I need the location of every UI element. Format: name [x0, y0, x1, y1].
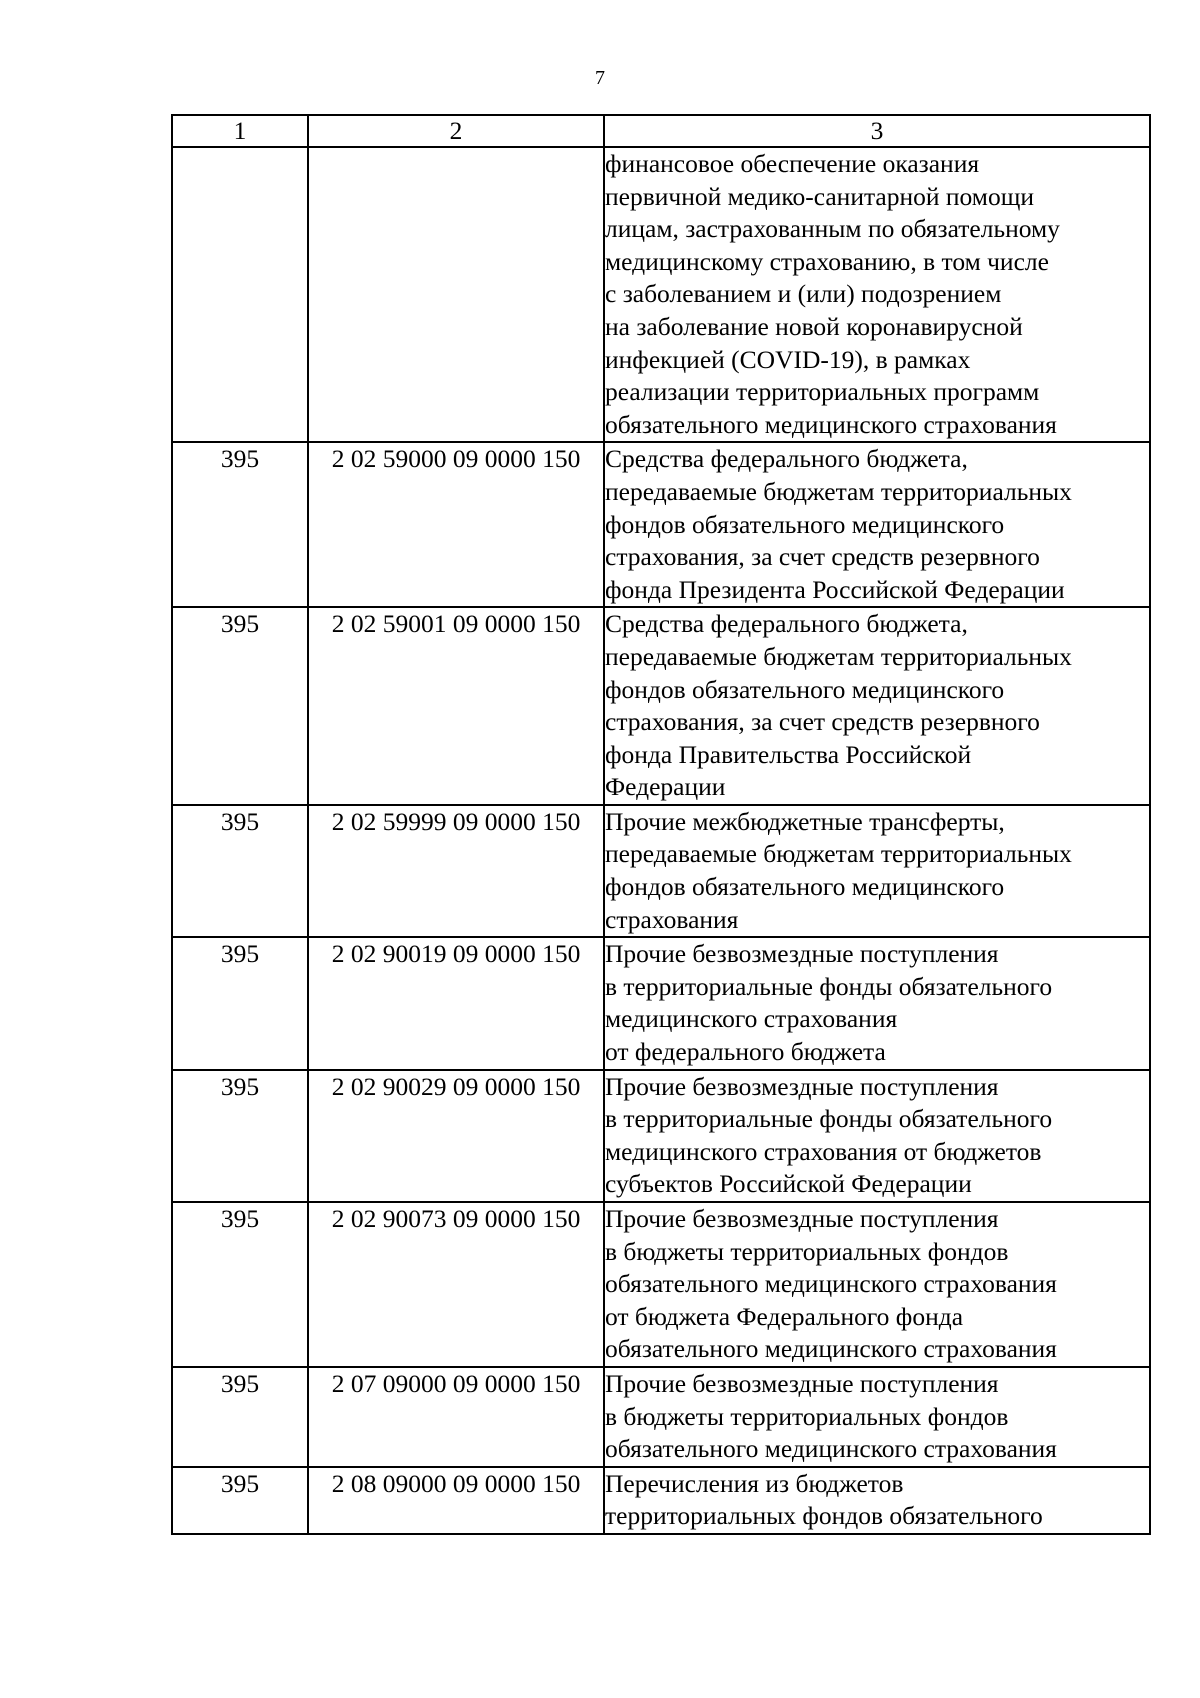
budget-classification-code-cell: 2 02 59000 09 0000 150: [308, 442, 604, 607]
description-line: обязательного медицинского страхования: [605, 409, 1057, 439]
column-header-3: 3: [604, 115, 1150, 147]
description-cell: [604, 147, 1150, 442]
description-line: на заболевание новой коронавирусной: [605, 311, 1023, 341]
admin-code-cell: 395: [172, 1467, 308, 1534]
budget-codes-table: [171, 114, 1151, 1535]
column-header-1: 1: [172, 115, 308, 147]
admin-code-cell: [172, 147, 308, 442]
description-line: страхования, за счет средств резервного: [605, 707, 1040, 737]
budget-classification-code-cell: 2 08 09000 09 0000 150: [308, 1467, 604, 1534]
admin-code-cell: 395: [172, 1367, 308, 1467]
table-row: [172, 607, 1150, 805]
description-line: фондов обязательного медицинского: [605, 509, 1005, 539]
description-line: в территориальные фонды обязательного: [605, 1104, 1053, 1134]
admin-code-cell: 395: [172, 442, 308, 607]
description-line: финансовое обеспечение оказания: [605, 149, 980, 178]
description-line: страхования: [605, 904, 739, 934]
budget-classification-code-cell: [308, 147, 604, 442]
description-line: фонда Правительства Российской: [605, 739, 972, 769]
description-cell: [604, 607, 1150, 805]
description-line: обязательного медицинского страхования: [605, 1269, 1057, 1299]
description-line: Средства федерального бюджета,: [605, 444, 968, 474]
description-cell: [604, 442, 1150, 607]
table-row: [172, 937, 1150, 1069]
description-line: инфекцией (COVID-19), в рамках: [605, 344, 971, 374]
description-line: фондов обязательного медицинского: [605, 872, 1005, 902]
description-line: Прочие безвозмездные поступления: [605, 939, 999, 969]
page-number: 7: [595, 67, 605, 89]
description-line: территориальных фондов обязательного: [605, 1501, 1043, 1531]
table-row: [172, 147, 1150, 442]
description-cell: [604, 1367, 1150, 1467]
budget-classification-code-cell: 2 07 09000 09 0000 150: [308, 1367, 604, 1467]
budget-classification-code-cell: 2 02 90029 09 0000 150: [308, 1070, 604, 1202]
description-line: страхования, за счет средств резервного: [605, 542, 1040, 572]
budget-classification-code-cell: 2 02 59999 09 0000 150: [308, 805, 604, 937]
description-cell: [604, 805, 1150, 937]
description-line: передаваемые бюджетам территориальных: [605, 839, 1072, 869]
description-line: первичной медико-санитарной помощи: [605, 181, 1034, 211]
description-line: от бюджета Федерального фонда: [605, 1301, 964, 1331]
description-line: реализации территориальных программ: [605, 377, 1040, 407]
table-body: [172, 147, 1150, 1534]
table-header-row: [172, 115, 1150, 147]
admin-code-cell: 395: [172, 937, 308, 1069]
description-line: Прочие безвозмездные поступления: [605, 1071, 999, 1101]
description-cell: [604, 1070, 1150, 1202]
description-line: медицинского страхования от бюджетов: [605, 1136, 1042, 1166]
description-cell: [604, 937, 1150, 1069]
description-line: фонда Президента Российской Федерации: [605, 574, 1065, 604]
description-line: с заболеванием и (или) подозрением: [605, 279, 1002, 309]
description-line: Прочие безвозмездные поступления: [605, 1368, 999, 1398]
description-line: Перечисления из бюджетов: [605, 1468, 904, 1498]
budget-classification-code-cell: 2 02 59001 09 0000 150: [308, 607, 604, 805]
description-cell: [604, 1202, 1150, 1367]
description-line: медицинского страхования: [605, 1004, 898, 1034]
table-row: [172, 805, 1150, 937]
description-line: в территориальные фонды обязательного: [605, 971, 1053, 1001]
admin-code-cell: 395: [172, 1070, 308, 1202]
table-row: [172, 1202, 1150, 1367]
description-line: лицам, застрахованным по обязательному: [605, 214, 1060, 244]
description-line: субъектов Российской Федерации: [605, 1169, 972, 1199]
description-line: Федерации: [605, 772, 726, 802]
description-line: передаваемые бюджетам территориальных: [605, 641, 1072, 671]
description-line: Прочие безвозмездные поступления: [605, 1204, 999, 1233]
description-line: обязательного медицинского страхования: [605, 1434, 1057, 1464]
table-row: [172, 442, 1150, 607]
budget-classification-code-cell: 2 02 90019 09 0000 150: [308, 937, 604, 1069]
description-line: фондов обязательного медицинского: [605, 674, 1005, 704]
description-line: в бюджеты территориальных фондов: [605, 1236, 1009, 1266]
description-line: обязательного медицинского страхования: [605, 1334, 1057, 1364]
admin-code-cell: 395: [172, 607, 308, 805]
description-line: Прочие межбюджетные трансферты,: [605, 806, 1005, 836]
description-line: Средства федерального бюджета,: [605, 609, 968, 639]
admin-code-cell: 395: [172, 805, 308, 937]
table-row: [172, 1367, 1150, 1467]
description-line: в бюджеты территориальных фондов: [605, 1401, 1009, 1431]
description-line: передаваемые бюджетам территориальных: [605, 476, 1072, 506]
admin-code-cell: 395: [172, 1202, 308, 1367]
description-line: медицинскому страхованию, в том числе: [605, 246, 1049, 276]
description-line: от федерального бюджета: [605, 1037, 886, 1067]
description-cell: [604, 1467, 1150, 1534]
budget-classification-code-cell: 2 02 90073 09 0000 150: [308, 1202, 604, 1367]
table-row: [172, 1070, 1150, 1202]
table-row: [172, 1467, 1150, 1534]
column-header-2: 2: [308, 115, 604, 147]
